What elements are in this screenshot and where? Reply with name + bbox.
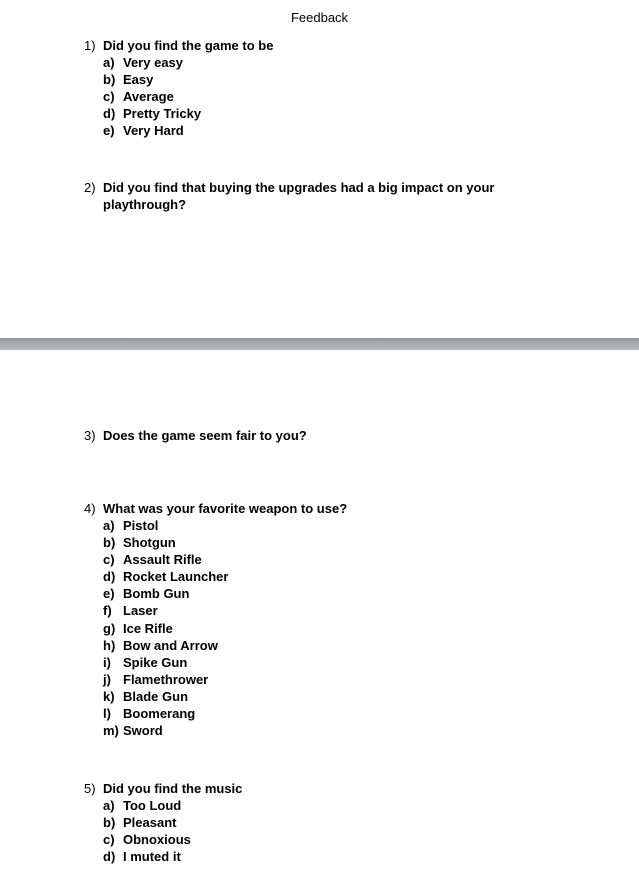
- option-letter: b): [103, 535, 116, 551]
- option-letter: h): [103, 637, 116, 653]
- option-label: Pretty Tricky: [123, 106, 202, 122]
- option-label: Boomerang: [123, 706, 196, 722]
- question-header: [84, 179, 524, 213]
- option-letter: l): [103, 706, 111, 722]
- answer-option: [103, 551, 524, 568]
- option-label: Too Loud: [123, 798, 182, 813]
- answer-option: [103, 105, 524, 122]
- answer-option: [103, 88, 524, 105]
- question-text: What was your favorite weapon to use?: [103, 501, 348, 516]
- answer-option: [103, 722, 524, 739]
- answer-option: [103, 568, 524, 585]
- question-number: 2): [84, 180, 96, 195]
- option-label: Assault Rifle: [123, 552, 202, 568]
- question-number: 1): [84, 38, 96, 53]
- option-label: Obnoxious: [123, 832, 191, 848]
- option-letter: e): [103, 586, 115, 602]
- option-label: Easy: [123, 72, 154, 88]
- question-1: [84, 37, 524, 139]
- option-label: Blade Gun: [123, 688, 189, 704]
- question-text: Did you find the game to be: [103, 38, 274, 53]
- answer-option: [103, 797, 524, 814]
- option-letter: a): [103, 55, 115, 70]
- page-break: [0, 338, 639, 350]
- answer-option: [103, 831, 524, 848]
- option-label: Bomb Gun: [123, 586, 190, 602]
- answer-option: [103, 517, 524, 534]
- option-letter: b): [103, 72, 116, 88]
- question-header: [84, 37, 524, 54]
- answer-options: [103, 54, 524, 139]
- answer-option: [103, 71, 524, 88]
- question-header: [84, 780, 524, 797]
- option-letter: c): [103, 832, 115, 848]
- option-label: Average: [123, 89, 174, 105]
- answer-option: [103, 585, 524, 602]
- option-letter: d): [103, 106, 116, 122]
- option-letter: d): [103, 569, 116, 585]
- option-label: Shotgun: [123, 535, 176, 551]
- question-4: [84, 500, 524, 739]
- option-label: Sword: [123, 723, 163, 739]
- answer-options: [103, 797, 524, 865]
- answer-option: [103, 671, 524, 688]
- option-letter: f): [103, 603, 112, 619]
- option-label: Laser: [123, 603, 158, 619]
- question-text: Did you find the music: [103, 781, 243, 796]
- option-label: Ice Rifle: [123, 620, 173, 636]
- answer-option: [103, 54, 524, 71]
- option-letter: m): [103, 723, 119, 739]
- question-2: [84, 179, 524, 213]
- option-label: Pistol: [123, 518, 159, 533]
- option-letter: a): [103, 798, 115, 813]
- option-letter: e): [103, 123, 115, 139]
- option-label: Very Hard: [123, 123, 184, 139]
- answer-option: [103, 534, 524, 551]
- answer-option: [103, 602, 524, 619]
- question-number: 3): [84, 428, 96, 443]
- option-letter: b): [103, 815, 116, 831]
- option-letter: c): [103, 552, 115, 568]
- option-label: Pleasant: [123, 815, 177, 831]
- answer-option: [103, 705, 524, 722]
- question-header: [84, 427, 524, 444]
- option-letter: g): [103, 620, 116, 636]
- answer-option: [103, 848, 524, 865]
- option-label: Spike Gun: [123, 654, 188, 670]
- question-text: Does the game seem fair to you?: [103, 428, 307, 443]
- option-label: Rocket Launcher: [123, 569, 229, 585]
- option-letter: a): [103, 518, 115, 533]
- option-label: I muted it: [123, 849, 181, 865]
- answer-option: [103, 654, 524, 671]
- option-letter: d): [103, 849, 116, 865]
- document-title: Feedback: [290, 10, 349, 25]
- question-text: Did you find that buying the upgrades had a big impact on your playthrough?: [103, 180, 495, 212]
- option-label: Bow and Arrow: [123, 637, 218, 653]
- option-letter: k): [103, 688, 115, 704]
- question-number: 4): [84, 501, 96, 516]
- answer-options: [103, 517, 524, 739]
- option-label: Flamethrower: [123, 671, 209, 687]
- question-header: [84, 500, 524, 517]
- option-letter: c): [103, 89, 115, 105]
- answer-option: [103, 688, 524, 705]
- question-3: [84, 427, 524, 444]
- option-letter: i): [103, 654, 111, 670]
- question-number: 5): [84, 781, 96, 796]
- question-5: [84, 780, 524, 865]
- answer-option: [103, 814, 524, 831]
- option-letter: j): [103, 671, 111, 687]
- answer-option: [103, 122, 524, 139]
- option-label: Very easy: [123, 55, 184, 70]
- answer-option: [103, 637, 524, 654]
- answer-option: [103, 620, 524, 637]
